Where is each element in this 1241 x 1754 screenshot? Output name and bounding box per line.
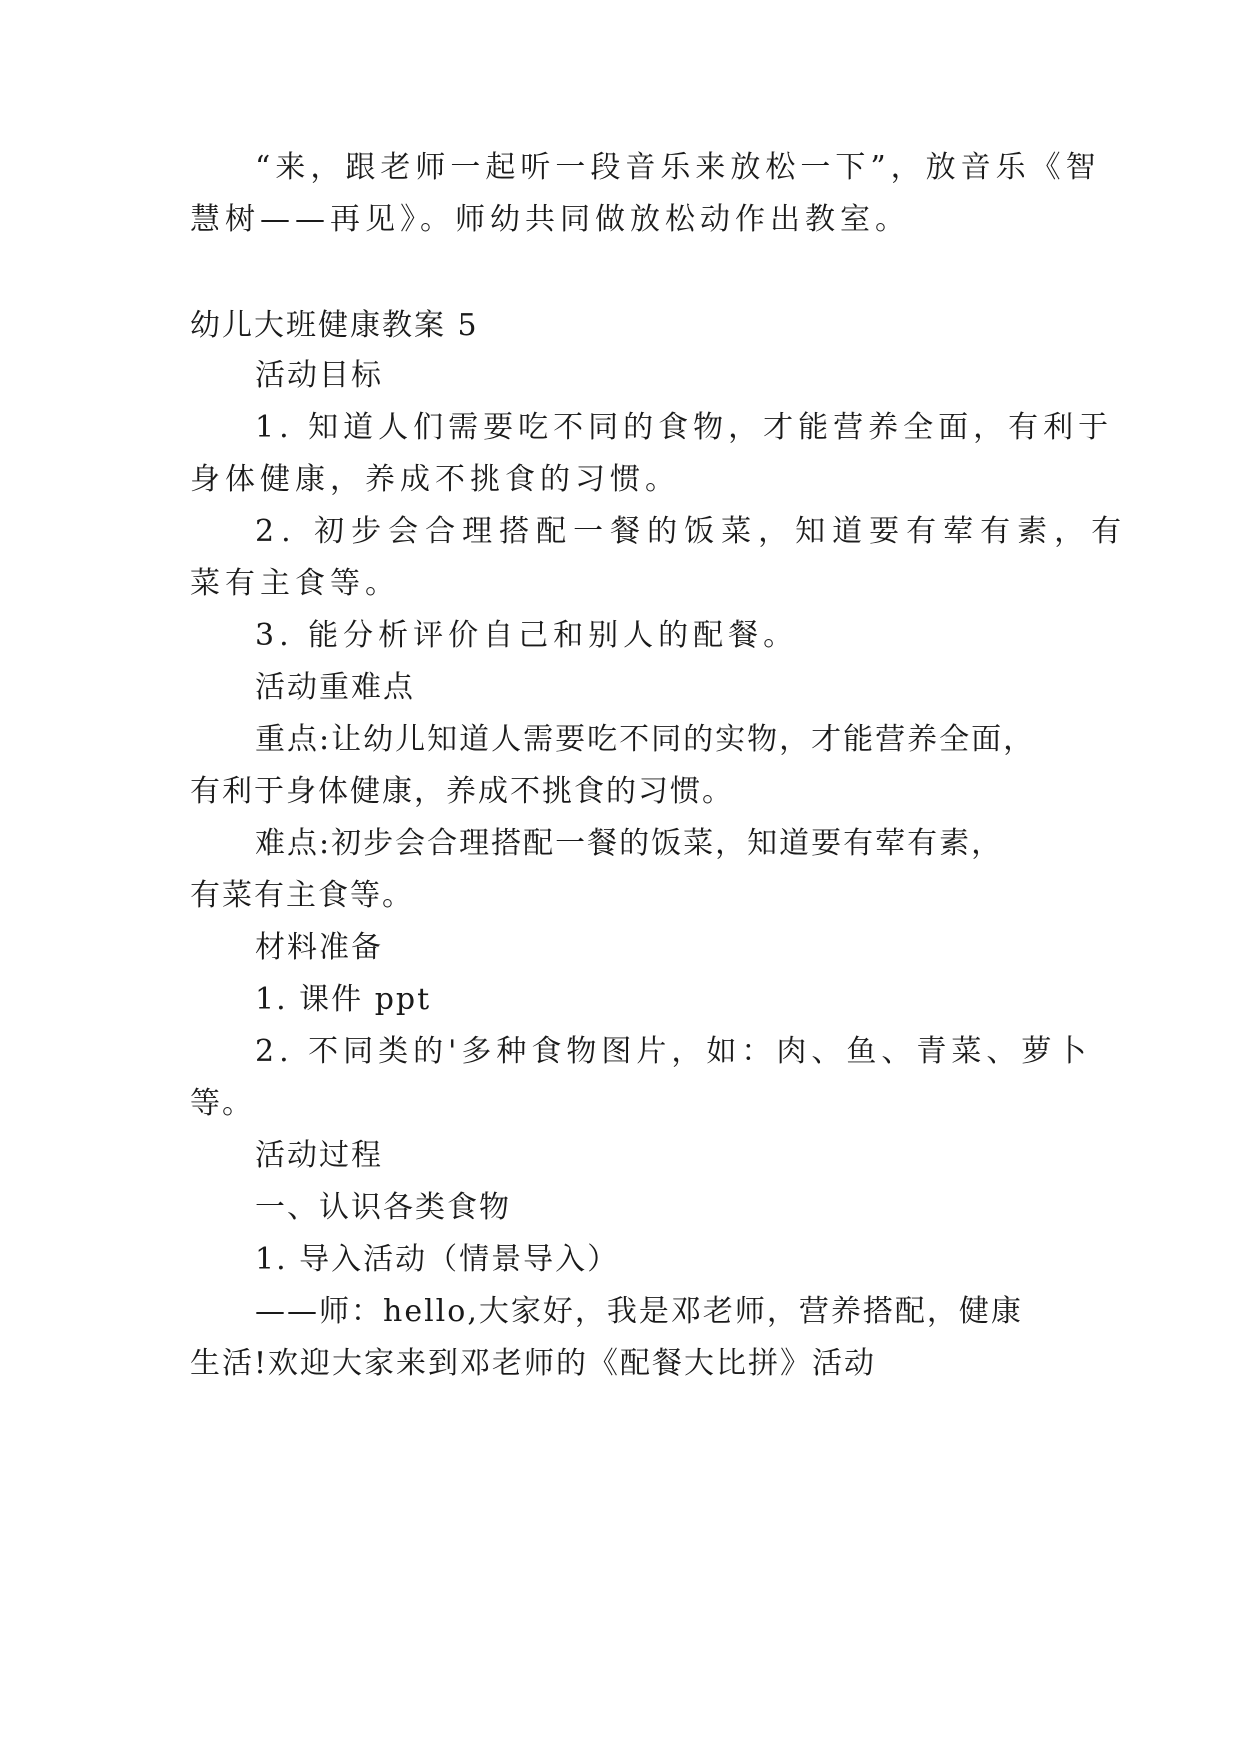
paragraph-line: 菜有主食等。 — [190, 566, 400, 601]
paragraph-line: 2. 初步会合理搭配一餐的饭菜，知道要有荤有素，有 — [255, 514, 1129, 549]
paragraph-line: 有利于身体健康，养成不挑食的习惯。 — [190, 774, 734, 809]
paragraph-line: 慧树——再见》。师幼共同做放松动作出教室。 — [190, 202, 910, 237]
paragraph-line: ——师：hello,大家好，我是邓老师，营养搭配，健康 — [255, 1294, 1023, 1329]
subheading: 活动过程 — [255, 1138, 383, 1173]
section-title: 幼儿大班健康教案 5 — [190, 308, 479, 343]
paragraph-line: 2. 不同类的'多种食物图片，如：肉、鱼、青菜、萝卜 — [255, 1034, 1092, 1069]
paragraph-line: 1. 导入活动（情景导入） — [255, 1242, 620, 1277]
paragraph-line: 3. 能分析评价自己和别人的配餐。 — [255, 618, 799, 653]
paragraph-line: 1. 知道人们需要吃不同的食物，才能营养全面，有利于 — [255, 410, 1114, 445]
paragraph-line: 难点:初步会合理搭配一餐的饭菜，知道要有荤有素， — [255, 826, 1004, 861]
paragraph-line: 等。 — [190, 1086, 254, 1121]
paragraph-line: 重点:让幼儿知道人需要吃不同的实物，才能营养全面， — [255, 722, 1036, 757]
subheading: 一、认识各类食物 — [255, 1190, 511, 1225]
paragraph-line: “来，跟老师一起听一段音乐来放松一下”，放音乐《智 — [255, 150, 1101, 185]
subheading: 材料准备 — [255, 930, 383, 965]
subheading: 活动目标 — [255, 358, 383, 393]
subheading: 活动重难点 — [255, 670, 415, 705]
paragraph-line: 生活!欢迎大家来到邓老师的《配餐大比拼》活动 — [190, 1346, 877, 1381]
paragraph-line: 1. 课件 ppt — [255, 982, 432, 1017]
paragraph-line: 身体健康，养成不挑食的习惯。 — [190, 462, 680, 497]
paragraph-line: 有菜有主食等。 — [190, 878, 414, 913]
